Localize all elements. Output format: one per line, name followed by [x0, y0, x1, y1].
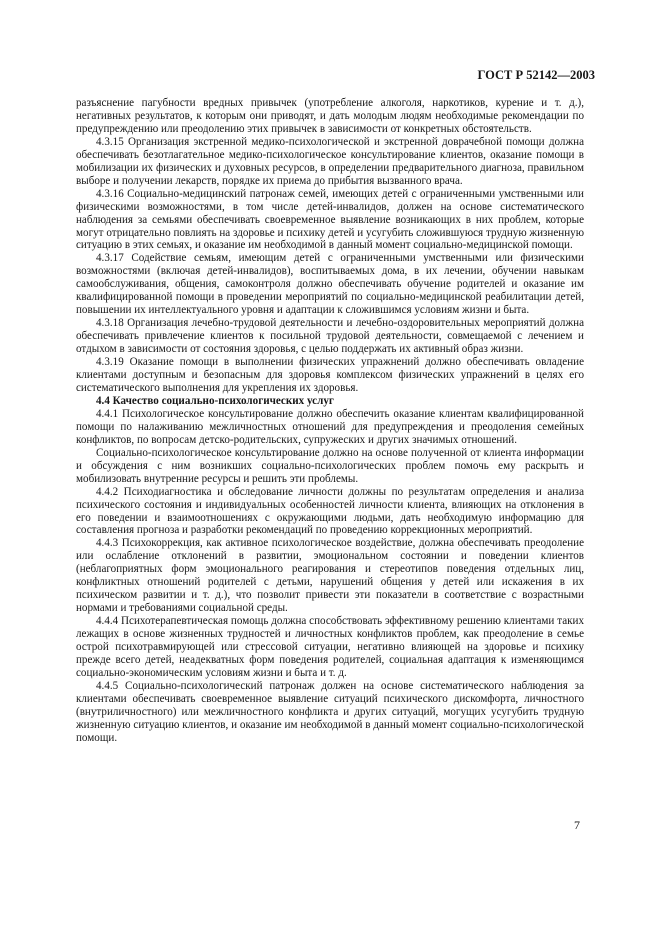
section-heading-4-4: 4.4 Качество социально-психологических услуг [96, 394, 334, 407]
clause-4-4-1-continued: Социально-психологическое консультирование должно на основе полученной от клиента информации и обсуждения с ним возникших социально-психологических проблем помочь ему раскрыть и мобилизовать внутренние ресурсы и решить эти проблемы. [76, 446, 584, 485]
clause-4-4-5: 4.4.5 Социально-психологический патронаж должен на основе систематического наблюдения за клиентами обеспечивать своевременное выявление ситуаций психического дискомфорта, личностного (внутриличностного) или межличностного конфликта и других ситуаций, могущих усугубить трудную жизненную ситуацию клиентов, и оказание им необходимой в данный момент социально-психологической помощи. [76, 679, 584, 744]
page-number: 7 [574, 818, 580, 832]
clause-4-3-16: 4.3.16 Социально-медицинский патронаж семей, имеющих детей с ограниченными умственными или физическими возможностями, в том числе детей-инвалидов, должен на основе систематического наблюдения за семьями обеспечивать своевременное выявление возникающих в них проблем, которые могут отрицательно повлиять на здоровье и психику детей и усугубить сложившуюся трудную жизненную ситуацию в этих семьях, и оказание им необходимой в данный момент социально-медицинской помощи. [76, 187, 584, 252]
body-text [76, 97, 584, 745]
clause-4-4-4: 4.4.4 Психотерапевтическая помощь должна способствовать эффективному решению клиентами таких лежащих в основе жизненных трудностей и личностных конфликтов проблем, как преодоление в семье острой психотравмирующей или стрессовой ситуации, негативно влияющей на здоровье и психику прежде всего детей, неадекватных форм поведения родителей, социальная адаптация к изменяющимся социально-экономическим условиям жизни и быта и т. д. [76, 615, 584, 679]
clause-4-3-18: 4.3.18 Организация лечебно-трудовой деятельности и лечебно-оздоровительных мероприятий должна обеспечивать привлечение клиентов к посильной трудовой деятельности, совмещаемой с лечением и отдыхом в зависимости от состояния здоровья, с целью поддержать их активный образ жизни. [76, 317, 584, 356]
clause-4-3-15: 4.3.15 Организация экстренной медико-психологической и экстренной доврачебной помощи должна обеспечивать безотлагательное медико-психологическое консультирование клиентов, оказание помощи в мобилизации их физических и духовных ресурсов, в определении предварительного диагноза, правильном выборе и получении лекарств, порядке их приема до прибытия вызванного врача. [76, 135, 584, 187]
clause-4-3-19: 4.3.19 Оказание помощи в выполнении физических упражнений должно обеспечивать овладение клиентами доступным и безопасным для здоровья комплексом физических упражнений в целях его систематического выполнения для укрепления их здоровья. [76, 356, 584, 394]
clause-4-4-3: 4.4.3 Психокоррекция, как активное психологическое воздействие, должна обеспечивать преодоление или ослабление отклонений в развитии, эмоциональном состоянии и поведении клиентов (неблагоприятных форм эмоционального реагирования и стереотипов поведения отдельных лиц, конфликтных отношений родителей с детьми, нарушений общения у детей или искажения в их психическом развитии и т. д.), что позволит привести эти показатели в соответствие с возрастными нормами и требованиями социальной среды. [76, 537, 584, 615]
clause-4-4-2: 4.4.2 Психодиагностика и обследование личности должны по результатам определения и анализа психического состояния и индивидуальных особенностей личности клиента, влияющих на отклонения в его поведении и взаимоотношениях с окружающими людьми, дать необходимую информацию для составления прогноза и разработки рекомендаций по проведению коррекционных мероприятий. [76, 485, 584, 537]
clause-4-4-1: 4.4.1 Психологическое консультирование должно обеспечить оказание клиентам квалифицированной помощи по налаживанию межличностных отношений для предупреждения и преодоления семейных конфликтов, по вопросам детско-родительских, супружеских и других значимых отношений. [76, 407, 584, 446]
clause-4-3-17: 4.3.17 Содействие семьям, имеющим детей с ограниченными умственными или физическими возможностями (включая детей-инвалидов), воспитываемых дома, в их лечении, обучении навыкам самообслуживания, общения, самоконтроля должно обеспечивать обучение родителей и оказание им квалифицированной помощи в проведении мероприятий по социально-медицинской реабилитации детей, повышении их интеллектуального уровня и адаптации к сложившимся условиям жизни и быта. [76, 252, 584, 317]
standard-header: ГОСТ Р 52142—2003 [477, 68, 595, 82]
paragraph-continuation: разъяснение пагубности вредных привычек (употребление алкоголя, наркотиков, курение и т. д.), негативных результатов, к которым они приводят, и дать молодым людям необходимые рекомендации по предупреждению или преодолению этих привычек в зависимости от конкретных обстоятельств. [76, 97, 584, 135]
